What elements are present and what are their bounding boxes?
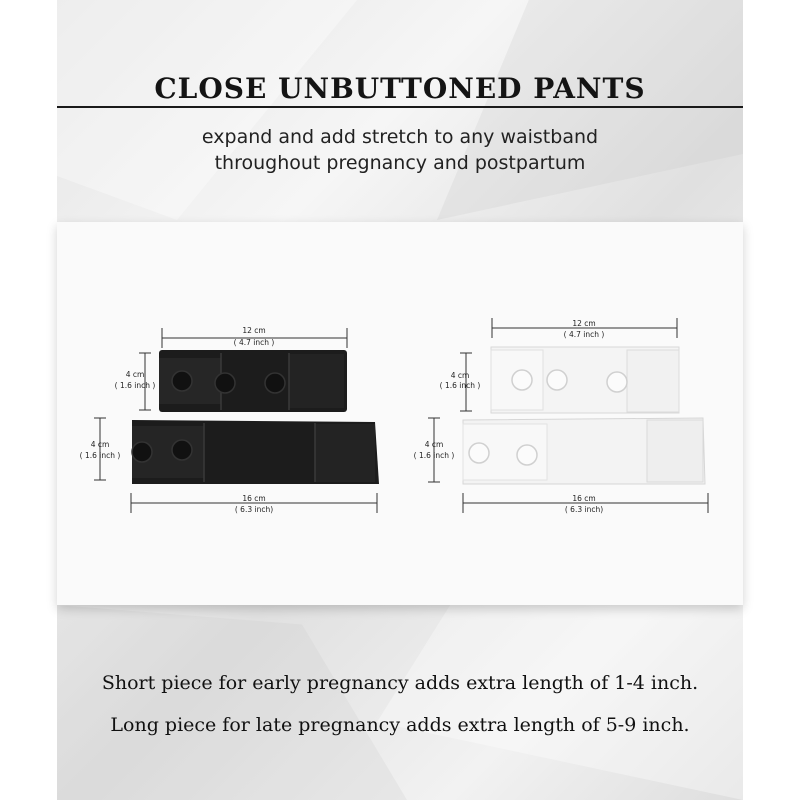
black-short-extender (159, 350, 347, 412)
button-icon (469, 443, 489, 463)
white-short-extender (491, 347, 679, 413)
subtitle-line-2: throughout pregnancy and postpartum (214, 152, 586, 174)
white-extenders (414, 318, 708, 514)
black-long-width-cm: 16 cm (242, 494, 266, 503)
subtitle (0, 124, 800, 176)
button-icon (512, 370, 532, 390)
white-long-width-cm: 16 cm (572, 494, 596, 503)
black-long-width-in: ( 6.3 inch) (234, 505, 274, 514)
black-extenders (80, 326, 379, 514)
black-short-width-cm: 12 cm (242, 326, 266, 335)
subtitle-line-1: expand and add stretch to any waistband (201, 126, 599, 148)
button-icon (132, 442, 152, 462)
black-short-height-in: ( 1.6 inch ) (114, 381, 156, 390)
white-long-height-dimension (428, 418, 440, 482)
extender-diagram (57, 222, 743, 605)
button-icon (215, 373, 235, 393)
black-long-extender (132, 420, 379, 484)
black-short-width-in: ( 4.7 inch ) (233, 338, 275, 347)
white-long-extender (463, 418, 705, 484)
caption-long-piece: Long piece for late pregnancy adds extra length of 5-9 inch. (110, 714, 690, 736)
white-short-width-cm: 12 cm (572, 319, 596, 328)
button-icon (607, 372, 627, 392)
button-icon (547, 370, 567, 390)
button-icon (517, 445, 537, 465)
black-short-height-cm: 4 cm (125, 370, 145, 379)
title-divider (57, 106, 743, 108)
black-long-height-cm: 4 cm (90, 440, 110, 449)
white-long-height-cm: 4 cm (424, 440, 444, 449)
button-icon (172, 440, 192, 460)
white-short-height-cm: 4 cm (450, 371, 470, 380)
white-long-width-in: ( 6.3 inch) (564, 505, 604, 514)
black-long-height-in: ( 1.6 inch ) (79, 451, 121, 460)
white-short-width-in: ( 4.7 inch ) (563, 330, 605, 339)
caption-short-piece: Short piece for early pregnancy adds extra length of 1-4 inch. (101, 672, 699, 694)
button-icon (172, 371, 192, 391)
button-icon (265, 373, 285, 393)
page-title: CLOSE UNBUTTONED PANTS (154, 72, 646, 105)
white-long-height-in: ( 1.6 inch ) (413, 451, 455, 460)
black-long-height-dimension (94, 418, 106, 480)
white-short-height-in: ( 1.6 inch ) (439, 381, 481, 390)
